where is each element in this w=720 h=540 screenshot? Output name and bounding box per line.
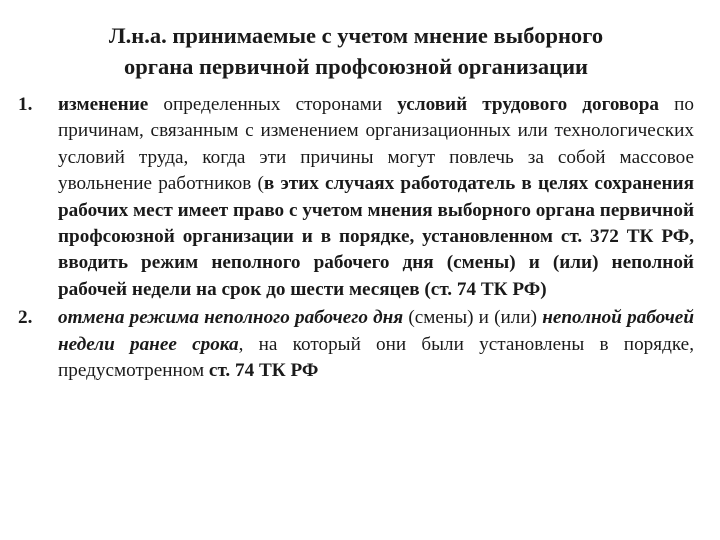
item-1-term: изменение <box>58 94 149 115</box>
item-1-number: 1. <box>18 94 33 115</box>
rules-list <box>18 92 694 384</box>
item-2-reference: ст. 74 ТК РФ <box>208 360 319 382</box>
slide-title <box>18 20 694 82</box>
title-line-1: Л.н.а. принимаемые с учетом мнение выборного <box>108 23 604 48</box>
item-2-subject: неполной рабочей недели ранее срока <box>58 307 694 355</box>
item-1-text-b: по причинам, связанным с изменением организационных или технологических условий труда, когда эти причины могут повлечь за собой массовое увольнение работников ( <box>58 94 694 195</box>
item-1-subject: условий трудового договора <box>397 94 660 115</box>
list-item-1 <box>18 92 694 303</box>
item-2-number: 2. <box>18 307 33 329</box>
item-2-text-b: , на который они были установлены в порядке, предусмотренном <box>58 333 694 382</box>
item-1-text-a: определенных сторонами <box>148 94 398 115</box>
item-2-text-a: (смены) и (или) <box>403 307 543 329</box>
item-1-note: в этих случаях работодатель в целях сохранения рабочих мест имеет право с учетом мнения выборного органа первичной профсоюзной организации и в порядке, установленном ст. 372 ТК РФ, вводить режим неполного рабочего дня (смены) и (или) неполной рабочей недели на срок до шести месяцев (ст. 74 ТК РФ) <box>58 173 694 300</box>
title-line-2: органа первичной профсоюзной организации <box>123 54 589 79</box>
item-2-term: отмена режима неполного рабочего дня <box>58 307 404 329</box>
list-item-2 <box>18 305 694 384</box>
